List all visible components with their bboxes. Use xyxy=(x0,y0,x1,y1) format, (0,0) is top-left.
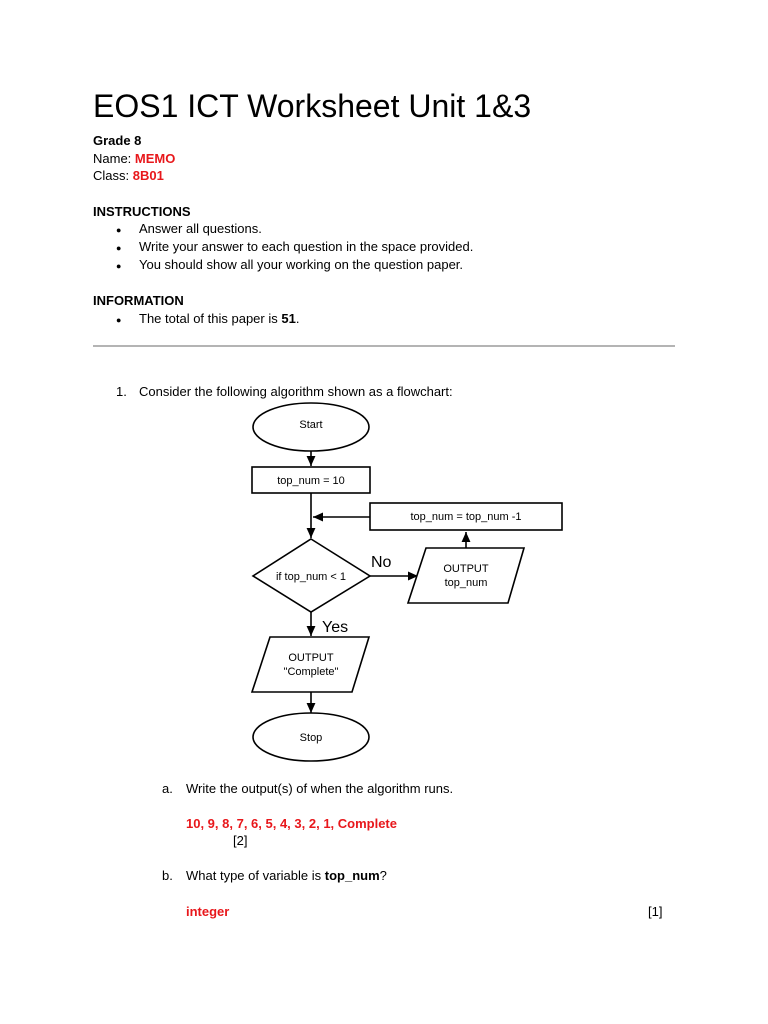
part-a-answer: 10, 9, 8, 7, 6, 5, 4, 3, 2, 1, Complete xyxy=(186,816,397,831)
part-a-question: Write the output(s) of when the algorithm runs. xyxy=(186,781,454,796)
information-heading: INFORMATION xyxy=(93,293,184,308)
name-label: Name: xyxy=(93,151,132,166)
instructions-heading: INSTRUCTIONS xyxy=(93,204,191,219)
start-label: Start xyxy=(299,419,323,431)
output-num-parallelogram xyxy=(408,548,524,603)
output-complete-label-line2: "Complete" xyxy=(283,666,339,678)
question-number: 1. xyxy=(116,384,127,399)
part-b-marks: [1] xyxy=(648,904,663,919)
instruction-item: Answer all questions. xyxy=(139,221,262,236)
name-value: MEMO xyxy=(134,151,176,166)
decrement-label: top_num = top_num -1 xyxy=(410,511,522,523)
instruction-item: You should show all your working on the question paper. xyxy=(139,257,464,272)
part-b-letter: b. xyxy=(162,868,173,883)
part-b-answer: integer xyxy=(186,904,230,919)
class-value: 8B01 xyxy=(132,168,164,183)
output-num-label-line2: top_num xyxy=(444,577,488,589)
information-period: . xyxy=(295,311,300,326)
init-label: top_num = 10 xyxy=(277,475,345,487)
paper-total: 51 xyxy=(281,311,296,326)
bullet-icon: ● xyxy=(116,225,122,235)
yes-branch-label: Yes xyxy=(322,619,349,636)
output-complete-parallelogram xyxy=(252,637,369,692)
instruction-item: Write your answer to each question in the space provided. xyxy=(139,239,474,254)
part-a-letter: a. xyxy=(162,781,173,796)
part-b-question-text: What type of variable is xyxy=(186,868,322,883)
decision-label: if top_num < 1 xyxy=(275,571,347,583)
grade-label: Grade 8 xyxy=(93,133,142,148)
class-label: Class: xyxy=(93,168,130,183)
no-branch-label: No xyxy=(371,554,392,571)
page-title: EOS1 ICT Worksheet Unit 1&3 xyxy=(93,88,532,124)
part-b-question-mark: ? xyxy=(379,868,387,883)
bullet-icon: ● xyxy=(116,261,122,271)
question-prompt: Consider the following algorithm shown as a flowchart: xyxy=(139,384,453,399)
part-b-question xyxy=(186,867,387,884)
bullet-icon: ● xyxy=(116,315,122,325)
part-a-marks: [2] xyxy=(233,833,248,848)
part-b-variable: top_num xyxy=(324,868,380,883)
output-num-label-line1: OUTPUT xyxy=(443,563,489,575)
output-complete-label-line1: OUTPUT xyxy=(288,652,334,664)
information-text: The total of this paper is xyxy=(139,311,278,326)
bullet-icon: ● xyxy=(116,243,122,253)
stop-label: Stop xyxy=(299,732,323,744)
